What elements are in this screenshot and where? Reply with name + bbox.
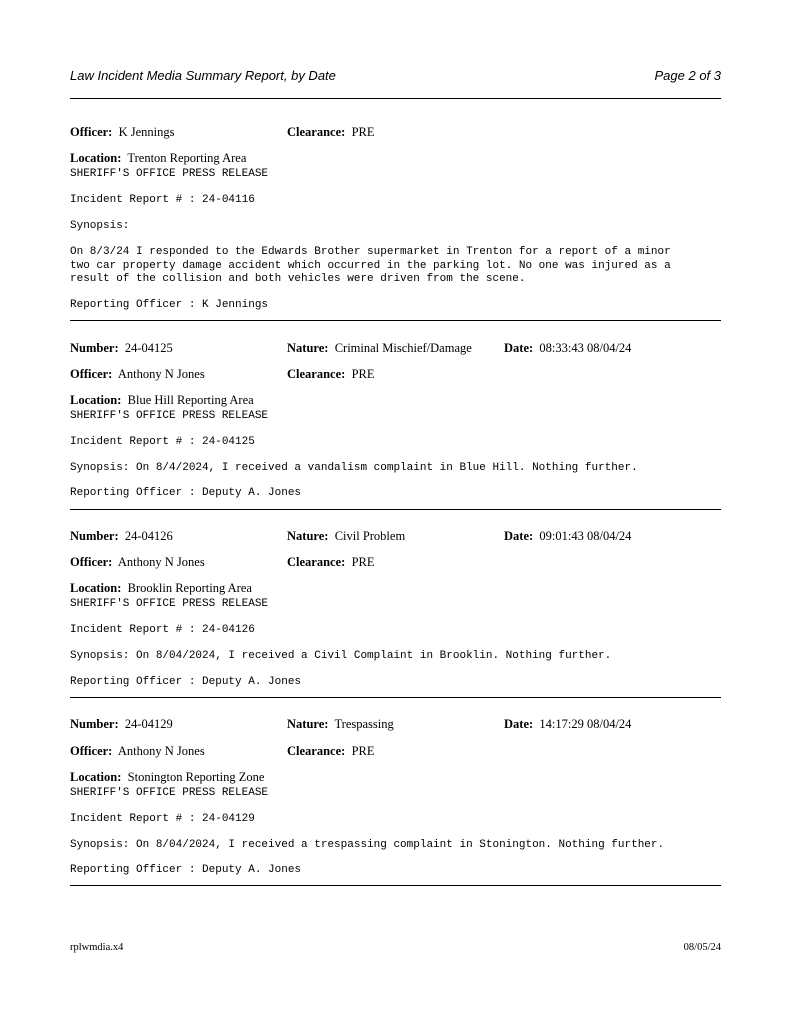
- reporting-officer-line: Reporting Officer : Deputy A. Jones: [70, 487, 302, 499]
- officer-field: [70, 125, 174, 140]
- location-label: Location:: [70, 393, 122, 407]
- nature-label: Nature:: [287, 717, 329, 731]
- officer-field: [70, 555, 205, 570]
- incident-report-line: Incident Report # : 24-04126: [70, 624, 255, 636]
- date-label: Date:: [504, 717, 534, 731]
- synopsis-line: result of the collision and both vehicles were driven from the scene.: [70, 273, 526, 285]
- clearance-label: Clearance:: [287, 367, 346, 381]
- page-number: Page 2 of 3: [654, 68, 721, 83]
- date-field: [504, 717, 631, 732]
- number-label: Number:: [70, 341, 119, 355]
- location-value: Trenton Reporting Area: [127, 151, 247, 165]
- officer-label: Officer:: [70, 367, 113, 381]
- date-value: 14:17:29 08/04/24: [539, 717, 632, 731]
- location-value: Brooklin Reporting Area: [127, 581, 252, 595]
- incident-report-line: Incident Report # : 24-04129: [70, 813, 255, 825]
- header-rule: [70, 98, 721, 99]
- officer-label: Officer:: [70, 125, 113, 139]
- officer-label: Officer:: [70, 744, 113, 758]
- clearance-value: PRE: [351, 367, 375, 381]
- officer-value: Anthony N Jones: [117, 555, 205, 569]
- clearance-field: [287, 744, 375, 759]
- clearance-field: [287, 125, 375, 140]
- report-title: Law Incident Media Summary Report, by Date: [70, 68, 336, 83]
- nature-field: [287, 717, 394, 732]
- nature-field: [287, 529, 405, 544]
- synopsis-line: Synopsis: On 8/04/2024, I received a trespassing complaint in Stonington. Nothing further.: [70, 839, 665, 851]
- clearance-field: [287, 367, 375, 382]
- location-label: Location:: [70, 581, 122, 595]
- date-value: 09:01:43 08/04/24: [539, 529, 632, 543]
- incident-report-line: Incident Report # : 24-04125: [70, 436, 255, 448]
- entry-divider: [70, 885, 721, 886]
- date-field: [504, 341, 631, 356]
- number-field: [70, 529, 173, 544]
- nature-value: Criminal Mischief/Damage: [334, 341, 472, 355]
- number-field: [70, 341, 173, 356]
- nature-field: [287, 341, 472, 356]
- number-label: Number:: [70, 529, 119, 543]
- press-release-line: SHERIFF'S OFFICE PRESS RELEASE: [70, 168, 269, 180]
- press-release-line: SHERIFF'S OFFICE PRESS RELEASE: [70, 598, 269, 610]
- synopsis-line: On 8/3/24 I responded to the Edwards Brother supermarket in Trenton for a report of a minor: [70, 246, 671, 258]
- press-release-line: SHERIFF'S OFFICE PRESS RELEASE: [70, 410, 269, 422]
- location-value: Stonington Reporting Zone: [127, 770, 265, 784]
- entry-divider: [70, 697, 721, 698]
- date-value: 08:33:43 08/04/24: [539, 341, 632, 355]
- press-release-line: SHERIFF'S OFFICE PRESS RELEASE: [70, 787, 269, 799]
- synopsis-line: two car property damage accident which occurred in the parking lot. No one was injured as a: [70, 260, 671, 272]
- clearance-label: Clearance:: [287, 744, 346, 758]
- clearance-value: PRE: [351, 744, 375, 758]
- footer-print-date: 08/05/24: [683, 942, 721, 953]
- nature-value: Civil Problem: [334, 529, 406, 543]
- synopsis-line: Synopsis: On 8/4/2024, I received a vandalism complaint in Blue Hill. Nothing further.: [70, 462, 638, 474]
- date-label: Date:: [504, 341, 534, 355]
- entry-divider: [70, 320, 721, 321]
- officer-value: Anthony N Jones: [117, 367, 205, 381]
- date-label: Date:: [504, 529, 534, 543]
- reporting-officer-line: Reporting Officer : K Jennings: [70, 299, 269, 311]
- clearance-value: PRE: [351, 555, 375, 569]
- location-value: Blue Hill Reporting Area: [127, 393, 254, 407]
- location-field: [70, 581, 252, 596]
- number-value: 24-04126: [124, 529, 173, 543]
- location-field: [70, 393, 254, 408]
- synopsis-line: Synopsis: On 8/04/2024, I received a Civil Complaint in Brooklin. Nothing further.: [70, 650, 612, 662]
- nature-label: Nature:: [287, 529, 329, 543]
- number-value: 24-04129: [124, 717, 173, 731]
- reporting-officer-line: Reporting Officer : Deputy A. Jones: [70, 676, 302, 688]
- clearance-field: [287, 555, 375, 570]
- location-label: Location:: [70, 770, 122, 784]
- synopsis-label: Synopsis:: [70, 220, 130, 232]
- entry-divider: [70, 509, 721, 510]
- number-value: 24-04125: [124, 341, 173, 355]
- nature-value: Trespassing: [334, 717, 394, 731]
- number-field: [70, 717, 173, 732]
- number-label: Number:: [70, 717, 119, 731]
- officer-field: [70, 367, 205, 382]
- officer-field: [70, 744, 205, 759]
- date-field: [504, 529, 631, 544]
- clearance-label: Clearance:: [287, 555, 346, 569]
- officer-value: Anthony N Jones: [117, 744, 205, 758]
- clearance-label: Clearance:: [287, 125, 346, 139]
- reporting-officer-line: Reporting Officer : Deputy A. Jones: [70, 864, 302, 876]
- nature-label: Nature:: [287, 341, 329, 355]
- clearance-value: PRE: [351, 125, 375, 139]
- officer-value: K Jennings: [118, 125, 175, 139]
- location-label: Location:: [70, 151, 122, 165]
- incident-report-line: Incident Report # : 24-04116: [70, 194, 255, 206]
- location-field: [70, 151, 246, 166]
- footer-report-code: rplwmdia.x4: [70, 942, 124, 953]
- location-field: [70, 770, 264, 785]
- officer-label: Officer:: [70, 555, 113, 569]
